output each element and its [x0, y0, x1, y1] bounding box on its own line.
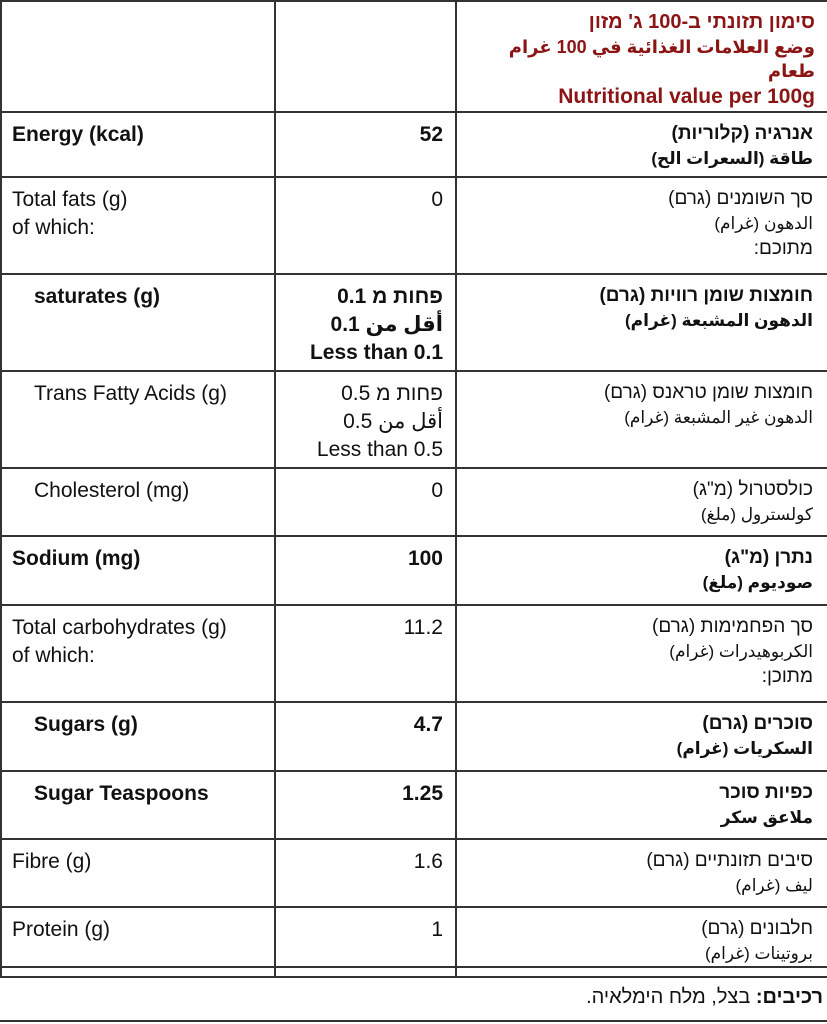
nutrient-hebrew-label: אנרגיה (קלוריות)	[671, 123, 813, 144]
nutrient-name: Protein (g)	[12, 918, 111, 941]
nutrient-hebrew-label: כפיות סוכר	[719, 782, 813, 803]
nutrient-value-cell	[275, 605, 456, 702]
nutrient-arabic-label: ملاعق سكر	[720, 808, 813, 827]
nutrient-value-cell	[275, 839, 456, 907]
nutrient-value: 1	[431, 918, 443, 941]
nutrient-value-cell	[275, 771, 456, 839]
nutrient-hebrew-cell	[456, 274, 827, 371]
nutrient-name: Energy (kcal)	[12, 123, 144, 146]
nutrient-name: saturates (g)	[34, 285, 161, 308]
nutrient-name-cell	[1, 112, 275, 177]
nutrient-value-cell	[275, 112, 456, 177]
nutrient-arabic-label: السكريات (غرام)	[676, 739, 813, 758]
nutrient-hebrew-label: סך הפחמימות (גרם)	[652, 616, 813, 637]
nutrient-name-cell	[1, 468, 275, 536]
nutrient-value-cell	[275, 536, 456, 605]
nutrient-row	[1, 112, 827, 177]
nutrient-row	[1, 274, 827, 371]
nutrient-arabic-label: بروتينات (غرام)	[704, 944, 813, 963]
nutrient-value: أقل من 0.5	[343, 410, 443, 433]
ingredients-line	[0, 966, 827, 1022]
nutrient-name-sub: of which:	[12, 216, 95, 239]
ingredients-label: רכיבים:	[755, 986, 823, 1008]
nutrient-name-cell	[1, 839, 275, 907]
nutrient-row	[1, 536, 827, 605]
nutrient-hebrew-label: נתרן (מ"ג)	[724, 547, 813, 568]
nutrient-name-cell	[1, 536, 275, 605]
nutrient-row	[1, 771, 827, 839]
nutrient-hebrew-sub: מתוכן:	[761, 666, 813, 687]
nutrient-hebrew-label: חומצות שומן טראנס (גרם)	[603, 382, 813, 403]
nutrient-row	[1, 605, 827, 702]
nutrient-arabic-label: الدهون (غرام)	[714, 214, 813, 233]
nutrient-hebrew-cell	[456, 112, 827, 177]
nutrient-name: Trans Fatty Acids (g)	[34, 382, 227, 405]
nutrient-value-cell	[275, 371, 456, 468]
header-title-cell	[456, 1, 827, 112]
nutrient-name: Total fats (g)	[12, 188, 128, 211]
nutrient-value: 0	[431, 188, 443, 211]
nutrient-name: Sugars (g)	[34, 713, 138, 736]
nutrient-value: פחות מ 0.1	[337, 285, 443, 308]
nutrient-arabic-label: طاقة (السعرات الح)	[651, 149, 813, 168]
hebrew-title: סימון תזונתי ב-100 ג' מזון	[588, 11, 815, 33]
nutrient-row	[1, 371, 827, 468]
nutrient-name-cell	[1, 605, 275, 702]
nutrient-hebrew-cell	[456, 177, 827, 274]
header-empty-value	[275, 1, 456, 112]
nutrient-name: Fibre (g)	[12, 850, 92, 873]
nutrient-hebrew-cell	[456, 771, 827, 839]
nutrient-value: Less than 0.1	[309, 341, 443, 364]
ingredients-text: בצל, מלח הימלאיה.	[586, 986, 756, 1008]
nutrient-value-cell	[275, 274, 456, 371]
nutrient-row	[1, 702, 827, 771]
nutrient-name: Total carbohydrates (g)	[12, 616, 227, 639]
nutrient-hebrew-cell	[456, 605, 827, 702]
nutrient-value: 52	[419, 123, 443, 146]
nutrient-name: Sugar Teaspoons	[34, 782, 209, 805]
nutrient-hebrew-label: חלבונים (גרם)	[701, 918, 813, 939]
header-row	[1, 1, 827, 112]
nutrient-hebrew-cell	[456, 371, 827, 468]
nutrient-value: Less than 0.5	[316, 438, 443, 461]
english-title: Nutritional value per 100g	[558, 85, 815, 108]
nutrient-name: Sodium (mg)	[12, 547, 141, 570]
nutrient-name-cell	[1, 177, 275, 274]
nutrient-name-cell	[1, 371, 275, 468]
nutrient-name-cell	[1, 702, 275, 771]
nutrient-value: 11.2	[403, 616, 443, 639]
nutrient-arabic-label: الدهون المشبعة (غرام)	[625, 311, 813, 330]
nutrient-name-cell	[1, 274, 275, 371]
nutrient-hebrew-sub: מתוכם:	[753, 238, 813, 259]
nutrient-hebrew-label: סוכרים (גרם)	[702, 713, 813, 734]
nutrient-name: Cholesterol (mg)	[34, 479, 190, 502]
nutrient-value-cell	[275, 468, 456, 536]
nutrient-name-cell	[1, 771, 275, 839]
nutrient-value: 4.7	[413, 713, 443, 736]
nutrient-arabic-label: الدهون غير المشبعة (غرام)	[624, 408, 813, 427]
nutrient-arabic-label: الكربوهيدرات (غرام)	[669, 642, 813, 661]
nutrient-value: 0	[431, 479, 443, 502]
nutrient-hebrew-cell	[456, 536, 827, 605]
nutrient-value-cell	[275, 702, 456, 771]
header-empty-name	[1, 1, 275, 112]
nutrient-hebrew-cell	[456, 468, 827, 536]
nutrient-value: أقل من 0.1	[330, 313, 443, 336]
arabic-title: وضع العلامات الغذائية في 100 غرام طعام	[508, 37, 815, 81]
nutrient-hebrew-label: סך השומנים (גרם)	[668, 188, 813, 209]
nutrient-hebrew-label: כולסטרול (מ"ג)	[692, 479, 813, 500]
nutrient-value: 100	[407, 547, 443, 570]
nutrient-row	[1, 468, 827, 536]
nutrient-row	[1, 177, 827, 274]
nutrient-value-cell	[275, 177, 456, 274]
nutrient-arabic-label: صوديوم (ملغ)	[702, 573, 813, 592]
nutrient-hebrew-cell	[456, 839, 827, 907]
nutrient-hebrew-label: סיבים תזונתיים (גרם)	[646, 850, 813, 871]
nutrient-row	[1, 839, 827, 907]
nutrient-arabic-label: كولسترول (ملغ)	[700, 505, 813, 524]
nutrient-value: פחות מ 0.5	[341, 382, 443, 405]
nutrient-name-sub: of which:	[12, 644, 95, 667]
nutrient-value: 1.6	[413, 850, 443, 873]
nutrient-hebrew-label: חומצות שומן רוויות (גרם)	[599, 285, 813, 306]
nutrient-arabic-label: ليف (غرام)	[735, 876, 813, 895]
nutrient-value: 1.25	[402, 782, 443, 805]
nutrient-hebrew-cell	[456, 702, 827, 771]
